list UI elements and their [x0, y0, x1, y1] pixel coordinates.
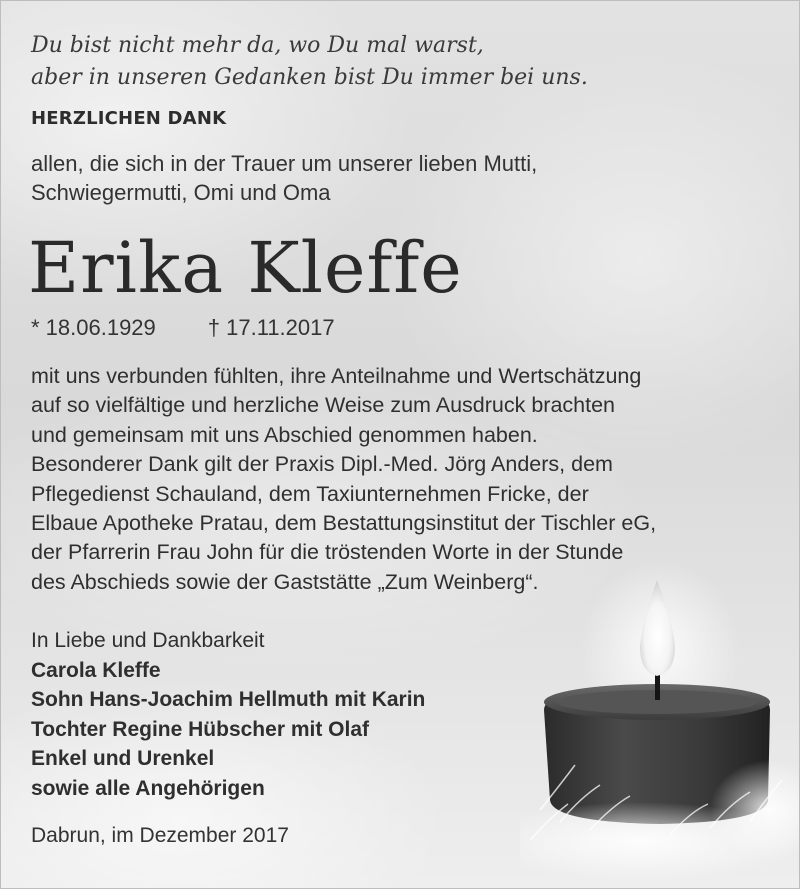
deceased-name: Erika Kleffe [28, 227, 463, 309]
body-line: Elbaue Apotheke Pratau, dem Bestattungsinstitut der Tischler eG, [31, 511, 657, 536]
body-line: auf so vielfältige und herzliche Weise zum Ausdruck brachten [31, 393, 615, 418]
mourner-name: Tochter Regine Hübscher mit Olaf [31, 717, 369, 741]
thanks-heading: HERZLICHEN DANK [31, 108, 227, 129]
intro-line-2: Schwiegermutti, Omi und Oma [31, 180, 331, 205]
motto-line-2: aber in unseren Gedanken bist Du immer bei uns. [31, 65, 588, 90]
body-line: mit uns verbunden fühlten, ihre Anteilnahme und Wertschätzung [31, 364, 642, 388]
body-line: und gemeinsam mit uns Abschied genommen haben. [31, 422, 538, 447]
place-and-date: Dabrun, im Dezember 2017 [31, 824, 289, 847]
body-line: der Pfarrerin Frau John für die tröstenden Worte in der Stunde [31, 540, 624, 565]
body-line: des Abschieds sowie der Gaststätte „Zum Weinberg“. [31, 569, 539, 594]
body-line: Pflegedienst Schauland, dem Taxiunternehmen Fricke, der [31, 481, 589, 506]
death-date: † 17.11.2017 [207, 315, 335, 340]
intro-line-1: allen, die sich in der Trauer um unserer lieben Mutti, [31, 151, 538, 176]
closing-phrase: In Liebe und Dankbarkeit [31, 629, 265, 652]
birth-date: * 18.06.1929 [31, 315, 156, 340]
mourner-name: Sohn Hans-Joachim Hellmuth mit Karin [31, 688, 426, 711]
motto-line-1: Du bist nicht mehr da, wo Du mal warst, [31, 33, 484, 58]
mourner-name: Carola Kleffe [31, 658, 161, 682]
mourner-name: sowie alle Angehörigen [31, 776, 265, 800]
mourner-name: Enkel und Urenkel [31, 747, 215, 770]
body-line: Besonderer Dank gilt der Praxis Dipl.-Med. Jörg Anders, dem [31, 452, 613, 477]
